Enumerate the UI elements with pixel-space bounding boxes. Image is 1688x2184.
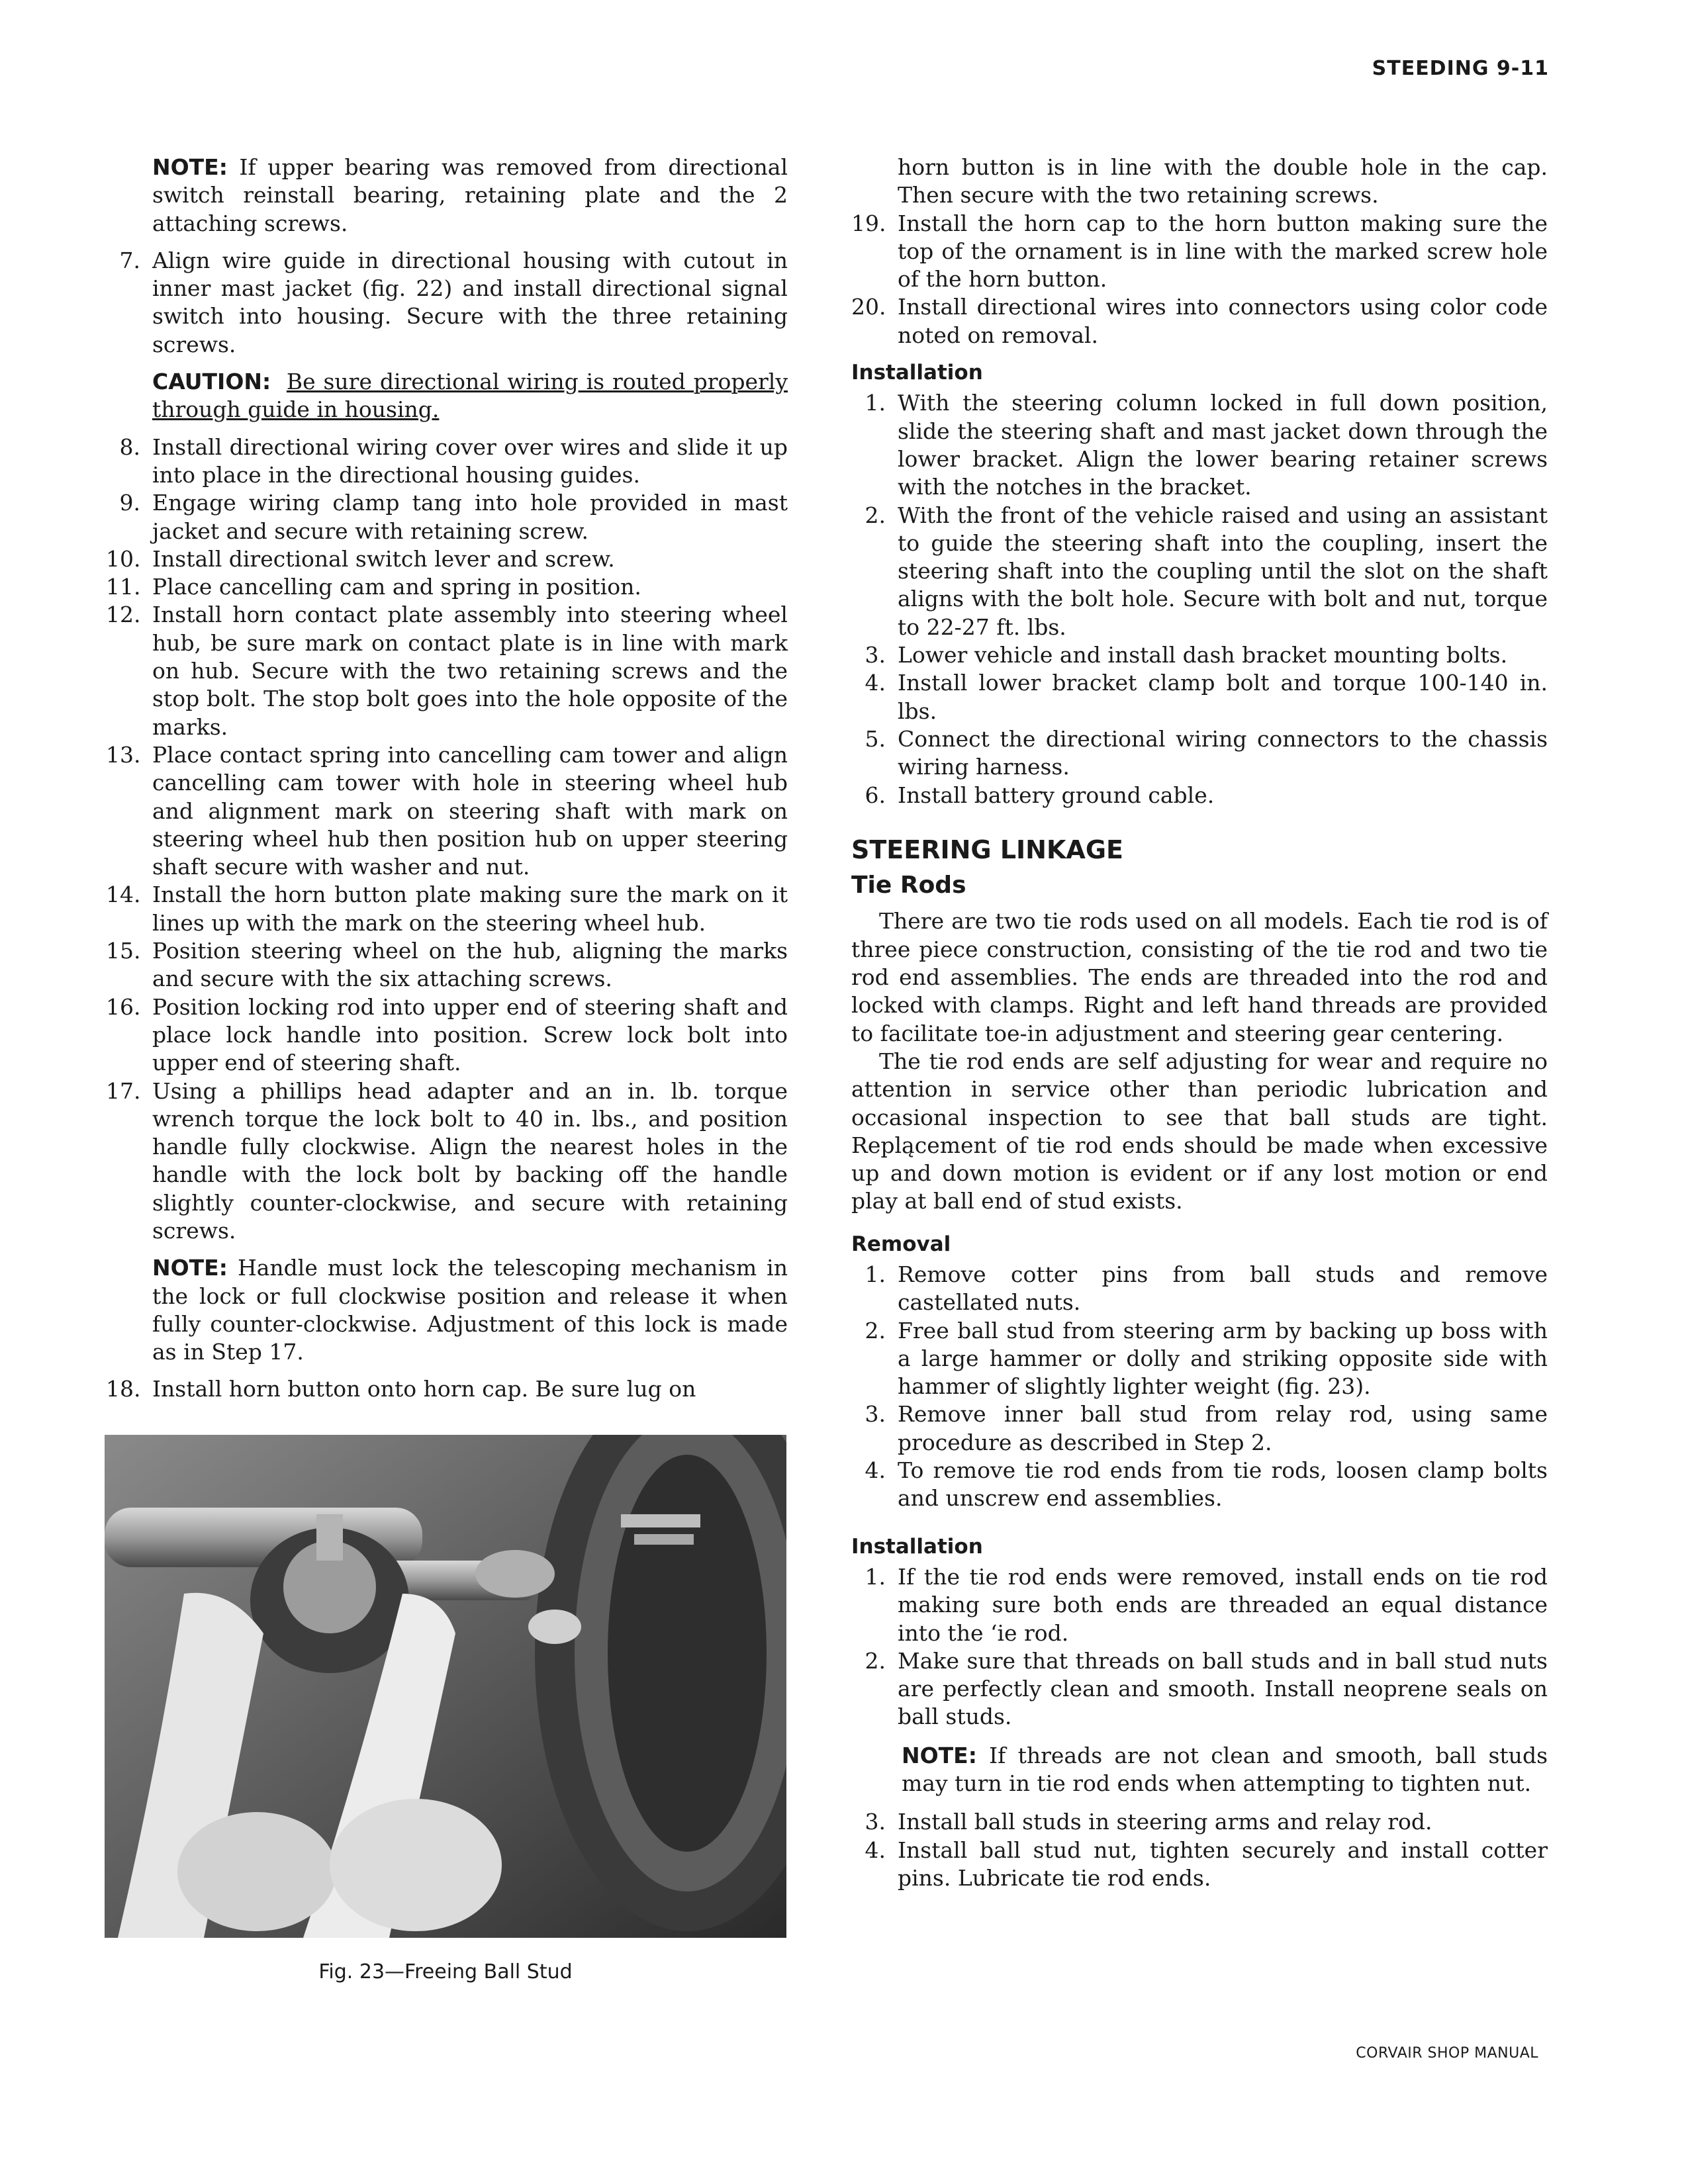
tie-rods-paragraph-1: There are two tie rods used on all models. Each tie rod is of three piece construction, consisting of the tie rod and two tie rod end assemblies. The ends are threaded into the rod and locked with clamps. Right and left hand threads are provided to facilitate toe-in adjustment and steering gear centering.: [851, 908, 1548, 1046]
step-number: 1.: [865, 390, 886, 416]
subsection-title: Tie Rods: [851, 872, 966, 899]
figure-23-photo: [105, 1435, 786, 1938]
step-text: Place cancelling cam and spring in position.: [152, 574, 641, 600]
list-item: [851, 725, 1548, 782]
step-number: 15.: [106, 938, 141, 964]
step-number: 3.: [865, 1809, 886, 1835]
step-number: 9.: [119, 490, 140, 516]
step-7: 7. Align wire guide in directional housing with cutout in inner mast jacket (fig. 22) and install directional signal switch into housing. Secure with the three retaining screws.: [119, 247, 788, 357]
list-item: [851, 1647, 1548, 1731]
step-number: 2.: [865, 1317, 886, 1343]
note-upper-bearing: NOTE: If upper bearing was removed from directional switch reinstall bearing, retaining plate and the 2 attaching screws.: [152, 154, 788, 236]
installation-steps-2a: [851, 1563, 1548, 1731]
list-item: [851, 669, 1548, 725]
list-item: [851, 1837, 1548, 1893]
list-item: [106, 1077, 788, 1246]
caution-note: CAUTION: Be sure directional wiring is routed properly through guide in housing.: [152, 369, 788, 423]
list-item: [851, 1563, 1548, 1647]
steps-8-17: [106, 433, 788, 1246]
page-header: STEEDING 9-11: [1372, 57, 1549, 80]
step-text: Using a phillips head adapter and an in. lb. torque wrench torque the lock bolt to 40 in. lbs., and position handle fully clockwise. Align the nearest holes in the handle with the lock bolt by backing off the handle slightly counter-clockwise, and secure with retaining screws.: [152, 1077, 788, 1244]
list-item: [106, 545, 788, 573]
step-text: Install ball stud nut, tighten securely and install cotter pins. Lubricate tie rod ends.: [898, 1837, 1548, 1891]
step-number: 16.: [106, 993, 141, 1020]
note-threads: NOTE: If threads are not clean and smooth, ball studs may turn in tie rod ends when attempting to tighten nut.: [902, 1742, 1548, 1797]
installation-heading: Installation: [851, 361, 983, 385]
removal-steps: [851, 1261, 1548, 1513]
step-18-continued: horn button is in line with the double hole in the cap. Then secure with the two retaining screws.: [898, 154, 1548, 208]
step-text: Install horn contact plate assembly into steering wheel hub, be sure mark on contact plate is in line with mark on hub. Secure with the two retaining screws and the stop bolt. The stop bolt goes into the hole opposite of the marks.: [152, 602, 788, 740]
installation-steps: [851, 389, 1548, 809]
step-number: 4.: [865, 1457, 886, 1484]
list-item: [851, 1317, 1548, 1401]
list-item: [106, 881, 788, 937]
step-text: Make sure that threads on ball studs and in ball stud nuts are perfectly clean and smooth. Install neoprene seals on ball studs.: [898, 1647, 1548, 1730]
step-18: 18. Install horn button onto horn cap. Be sure lug on: [106, 1376, 696, 1402]
step-number: 1.: [865, 1261, 886, 1287]
step-number: 2.: [865, 1647, 886, 1674]
step-text: Engage wiring clamp tang into hole provided in mast jacket and secure with retaining screw.: [152, 490, 788, 544]
step-number: 3.: [865, 1401, 886, 1428]
list-item: [851, 210, 1548, 294]
list-item: [851, 1400, 1548, 1457]
step-text: Install ball studs in steering arms and relay rod.: [898, 1809, 1432, 1835]
step-text: With the front of the vehicle raised and using an assistant to guide the steering shaft into the coupling, insert the steering shaft into the coupling until the slot on the shaft aligns with the bolt hole. Secure with bolt and nut, torque to 22-27 ft. lbs.: [898, 502, 1548, 640]
list-item: [851, 293, 1548, 349]
tie-rods-paragraph-2: The tie rod ends are self adjusting for wear and require no attention in service other than periodic lubrication and occasional inspection to see that ball studs are tight. Replącement of tie rod ends should be made when excessive up and down motion is evident or if any lost motion or end play at ball end of stud exists.: [851, 1048, 1548, 1214]
step-number: 2.: [865, 502, 886, 528]
step-text: Install the horn button plate making sure the mark on it lines up with the mark on the steering wheel hub.: [152, 882, 788, 936]
step-text: Remove inner ball stud from relay rod, using same procedure as described in Step 2.: [898, 1401, 1548, 1455]
freeing-ball-stud-photo: [105, 1435, 786, 1938]
list-item: [106, 937, 788, 993]
step-number: 4.: [865, 670, 886, 696]
step-text: Install directional wires into connectors using color code noted on removal.: [898, 294, 1548, 348]
list-item: [106, 601, 788, 741]
installation-steps-2b: [851, 1808, 1548, 1892]
step-number: 13.: [106, 741, 141, 768]
removal-heading: Removal: [851, 1232, 951, 1256]
step-text: Remove cotter pins from ball studs and remove castellated nuts.: [898, 1261, 1548, 1316]
step-text: Install the horn cap to the horn button making sure the top of the ornament is in line with the marked screw hole of the horn button.: [898, 210, 1548, 293]
left-column: [106, 154, 788, 1404]
steps-19-20: [851, 210, 1548, 349]
step-text: To remove tie rod ends from tie rods, loosen clamp bolts and unscrew end assemblies.: [898, 1457, 1548, 1512]
step-number: 20.: [851, 294, 886, 320]
installation-heading-2: Installation: [851, 1534, 983, 1559]
right-column: [851, 154, 1548, 1892]
section-title: STEERING LINKAGE: [851, 835, 1123, 864]
list-item: [106, 489, 788, 545]
step-text: Lower vehicle and install dash bracket mounting bolts.: [898, 642, 1508, 668]
list-item: [851, 641, 1548, 669]
step-number: 6.: [865, 782, 886, 808]
list-item: [851, 1457, 1548, 1513]
step-text: Connect the directional wiring connectors to the chassis wiring harness.: [898, 725, 1548, 780]
step-text: If the tie rod ends were removed, install ends on tie rod making sure both ends are threaded an equal distance into the ‘ie rod.: [898, 1563, 1548, 1646]
list-item: [851, 389, 1548, 501]
step-text: Install directional switch lever and screw.: [152, 545, 615, 572]
step-number: 10.: [106, 545, 141, 572]
step-number: 4.: [865, 1837, 886, 1863]
step-number: 17.: [106, 1077, 141, 1104]
list-item: [106, 573, 788, 601]
step-number: 19.: [851, 210, 886, 236]
figure-caption: Fig. 23—Freeing Ball Stud: [318, 1960, 573, 1983]
list-item: [851, 1261, 1548, 1317]
step-number: 11.: [106, 574, 141, 600]
step-text: Install battery ground cable.: [898, 782, 1215, 808]
step-text: Position locking rod into upper end of steering shaft and place lock handle into position. Screw lock bolt into upper end of steering shaft.: [152, 993, 788, 1076]
list-item: [851, 782, 1548, 809]
list-item: [851, 502, 1548, 641]
step-text: Install directional wiring cover over wires and slide it up into place in the directional housing guides.: [152, 433, 788, 488]
step-text: Install lower bracket clamp bolt and torque 100-140 in. lbs.: [898, 670, 1548, 724]
step-number: 14.: [106, 882, 141, 908]
list-item: [106, 993, 788, 1077]
step-number: 5.: [865, 725, 886, 752]
note-handle-lock: NOTE: Handle must lock the telescoping mechanism in the lock or full clockwise position and release it when fully counter-clockwise. Adjustment of this lock is made as in Step 17.: [152, 1255, 788, 1365]
step-number: 12.: [106, 602, 141, 628]
step-text: Place contact spring into cancelling cam tower and align cancelling cam tower with hole in steering wheel hub and alignment mark on steering shaft with mark on steering wheel hub then position hub on upper steering shaft secure with washer and nut.: [152, 741, 788, 880]
step-text: Free ball stud from steering arm by backing up boss with a large hammer or dolly and striking opposite side with hammer of slightly lighter weight (fig. 23).: [898, 1317, 1548, 1400]
step-number: 1.: [865, 1563, 886, 1590]
list-item: [106, 433, 788, 490]
step-number: 8.: [119, 433, 140, 460]
list-item: [851, 1808, 1548, 1836]
page-footer: CORVAIR SHOP MANUAL: [1356, 2045, 1538, 2062]
list-item: [106, 741, 788, 881]
step-text: With the steering column locked in full down position, slide the steering shaft and mast jacket down through the lower bracket. Align the lower bearing retainer screws with the notches in the bracket.: [898, 390, 1548, 500]
step-text: Position steering wheel on the hub, aligning the marks and secure with the six attaching screws.: [152, 938, 788, 992]
step-number: 3.: [865, 642, 886, 668]
